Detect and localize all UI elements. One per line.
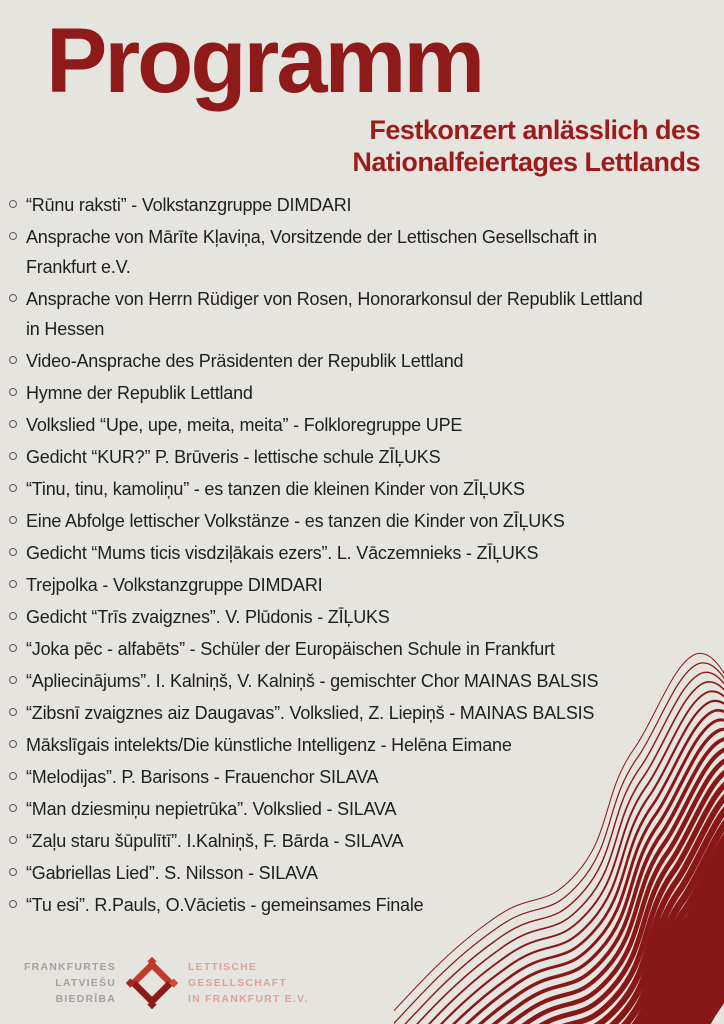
list-item: Hymne der Republik Lettland: [8, 378, 660, 408]
list-item: Ansprache von Herrn Rüdiger von Rosen, Honorarkonsul der Republik Lettland in Hessen: [8, 284, 660, 344]
org-name-latvian: FRANKFURTES LATVIEŠU BIEDRĪBA: [24, 960, 116, 1006]
list-item: Gedicht “KUR?” P. Brūveris - lettische schule ZĪĻUKS: [8, 442, 660, 472]
subtitle-line2: Nationalfeiertages Lettlands: [352, 147, 700, 178]
footer: [24, 952, 308, 1014]
list-item: Mākslīgais intelekts/Die künstliche Intelligenz - Helēna Eimane: [8, 730, 660, 760]
list-item: “Man dziesmiņu nepietrūka”. Volkslied - SILAVA: [8, 794, 660, 824]
list-item: “Tu esi”. R.Pauls, O.Vācietis - gemeinsames Finale: [8, 890, 660, 920]
list-item: “Zibsnī zvaigznes aiz Daugavas”. Volkslied, Z. Liepiņš - MAINAS BALSIS: [8, 698, 660, 728]
list-item: “Zaļu staru šūpulītī”. I.Kalniņš, F. Bārda - SILAVA: [8, 826, 660, 856]
list-item: Eine Abfolge lettischer Volkstänze - es tanzen die Kinder von ZĪĻUKS: [8, 506, 660, 536]
list-item: “Joka pēc - alfabēts” - Schüler der Europäischen Schule in Frankfurt: [8, 634, 660, 664]
page-title: Programm: [46, 10, 483, 112]
list-item: Video-Ansprache des Präsidenten der Republik Lettland: [8, 346, 660, 376]
subtitle: [352, 114, 700, 179]
org-name-german: LETTISCHE GESELLSCHAFT IN FRANKFURT E.V.: [188, 960, 309, 1006]
list-item: “Gabriellas Lied”. S. Nilsson - SILAVA: [8, 858, 660, 888]
list-item: Trejpolka - Volkstanzgruppe DIMDARI: [8, 570, 660, 600]
list-item: “Tinu, tinu, kamoliņu” - es tanzen die kleinen Kinder von ZĪĻUKS: [8, 474, 660, 504]
program-list: [8, 190, 660, 922]
list-item: “Apliecinājums”. I. Kalniņš, V. Kalniņš - gemischter Chor MAINAS BALSIS: [8, 666, 660, 696]
list-item: Gedicht “Trīs zvaigznes”. V. Plūdonis - ZĪĻUKS: [8, 602, 660, 632]
list-item: Gedicht “Mums ticis visdziļākais ezers”. L. Vāczemnieks - ZĪĻUKS: [8, 538, 660, 568]
subtitle-line1: Festkonzert anlässlich des: [369, 115, 700, 145]
list-item: Volkslied “Upe, upe, meita, meita” - Folkloregruppe UPE: [8, 410, 660, 440]
list-item: Ansprache von Mārīte Kļaviņa, Vorsitzende der Lettischen Gesellschaft in Frankfurt e.V.: [8, 222, 660, 282]
list-item: “Rūnu raksti” - Volkstanzgruppe DIMDARI: [8, 190, 660, 220]
list-item: “Melodijas”. P. Barisons - Frauenchor SILAVA: [8, 762, 660, 792]
latvian-society-diamond-logo-icon: [126, 957, 178, 1009]
